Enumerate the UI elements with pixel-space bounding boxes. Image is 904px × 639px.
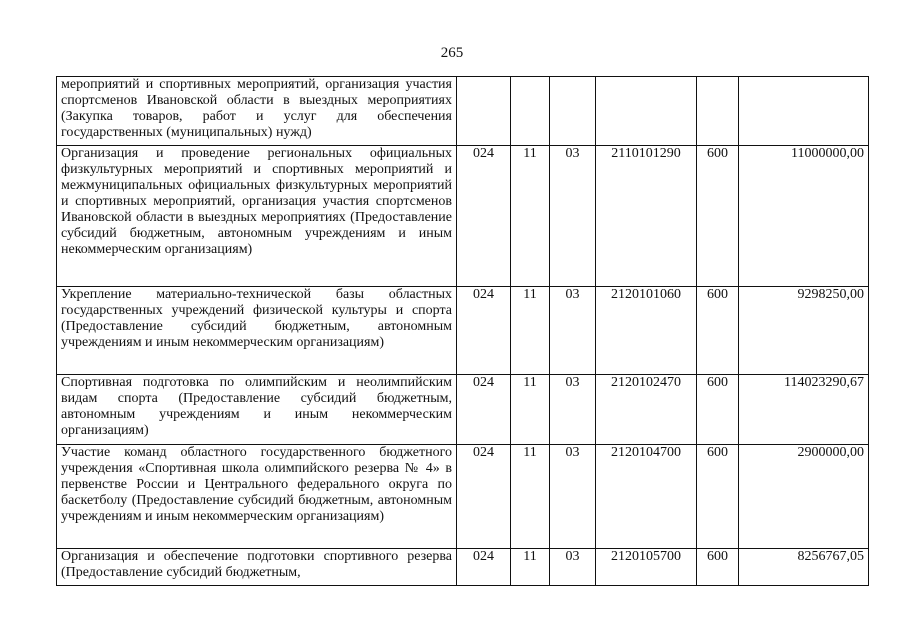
expense-type-code: 600 [697, 146, 739, 287]
target-article-code [596, 77, 697, 146]
table-row [57, 375, 869, 445]
section-code [511, 77, 550, 146]
target-article-code: 2110101290 [596, 146, 697, 287]
target-article-code: 2120101060 [596, 287, 697, 375]
amount-value: 114023290,67 [739, 375, 869, 445]
table-row [57, 445, 869, 549]
expense-type-code: 600 [697, 549, 739, 586]
expense-type-code [697, 77, 739, 146]
row-description: Организация и обеспечение подготовки спортивного резерва (Предоставление субсидий бюджетным, [57, 549, 457, 586]
expense-type-code: 600 [697, 445, 739, 549]
section-code: 11 [511, 375, 550, 445]
subsection-code: 03 [550, 146, 596, 287]
ministry-code: 024 [457, 375, 511, 445]
ministry-code: 024 [457, 445, 511, 549]
target-article-code: 2120104700 [596, 445, 697, 549]
table-row [57, 287, 869, 375]
row-description: мероприятий и спортивных мероприятий, организация участия спортсменов Ивановской области в выездных мероприятиях (Закупка товаров, работ и услуг для обеспечения государственных (муниципальных) нужд) [57, 77, 457, 146]
subsection-code: 03 [550, 287, 596, 375]
subsection-code [550, 77, 596, 146]
amount-value: 11000000,00 [739, 146, 869, 287]
amount-value: 2900000,00 [739, 445, 869, 549]
ministry-code: 024 [457, 287, 511, 375]
table-row [57, 549, 869, 586]
expense-type-code: 600 [697, 375, 739, 445]
section-code: 11 [511, 287, 550, 375]
section-code: 11 [511, 146, 550, 287]
amount-value: 9298250,00 [739, 287, 869, 375]
amount-value: 8256767,05 [739, 549, 869, 586]
row-description: Укрепление материально-технической базы областных государственных учреждений физической культуры и спорта (Предоставление субсидий бюджетным, автономным учреждениям и иным некоммерческим организациям) [57, 287, 457, 375]
amount-value [739, 77, 869, 146]
section-code: 11 [511, 445, 550, 549]
target-article-code: 2120105700 [596, 549, 697, 586]
subsection-code: 03 [550, 375, 596, 445]
table-row [57, 77, 869, 146]
expense-type-code: 600 [697, 287, 739, 375]
target-article-code: 2120102470 [596, 375, 697, 445]
ministry-code: 024 [457, 146, 511, 287]
page-number: 265 [440, 45, 464, 61]
row-description: Участие команд областного государственного бюджетного учреждения «Спортивная школа олимпийского резерва № 4» в первенстве России и Центрального федерального округа по баскетболу (Предоставление субсидий бюджетным, автономным учреждениям и иным некоммерческим организациям) [57, 445, 457, 549]
ministry-code: 024 [457, 549, 511, 586]
subsection-code: 03 [550, 549, 596, 586]
table-row [57, 146, 869, 287]
subsection-code: 03 [550, 445, 596, 549]
row-description: Организация и проведение региональных официальных физкультурных мероприятий и спортивных мероприятий и межмуниципальных официальных физкультурных мероприятий и спортивных мероприятий, организация участия спортсменов Ивановской области в выездных мероприятиях (Предоставление субсидий бюджетным, автономным учреждениям и иным некоммерческим организациям) [57, 146, 457, 287]
budget-table [56, 76, 869, 586]
ministry-code [457, 77, 511, 146]
section-code: 11 [511, 549, 550, 586]
row-description: Спортивная подготовка по олимпийским и неолимпийским видам спорта (Предоставление субсидий бюджетным, автономным учреждениям и иным некоммерческим организациям) [57, 375, 457, 445]
